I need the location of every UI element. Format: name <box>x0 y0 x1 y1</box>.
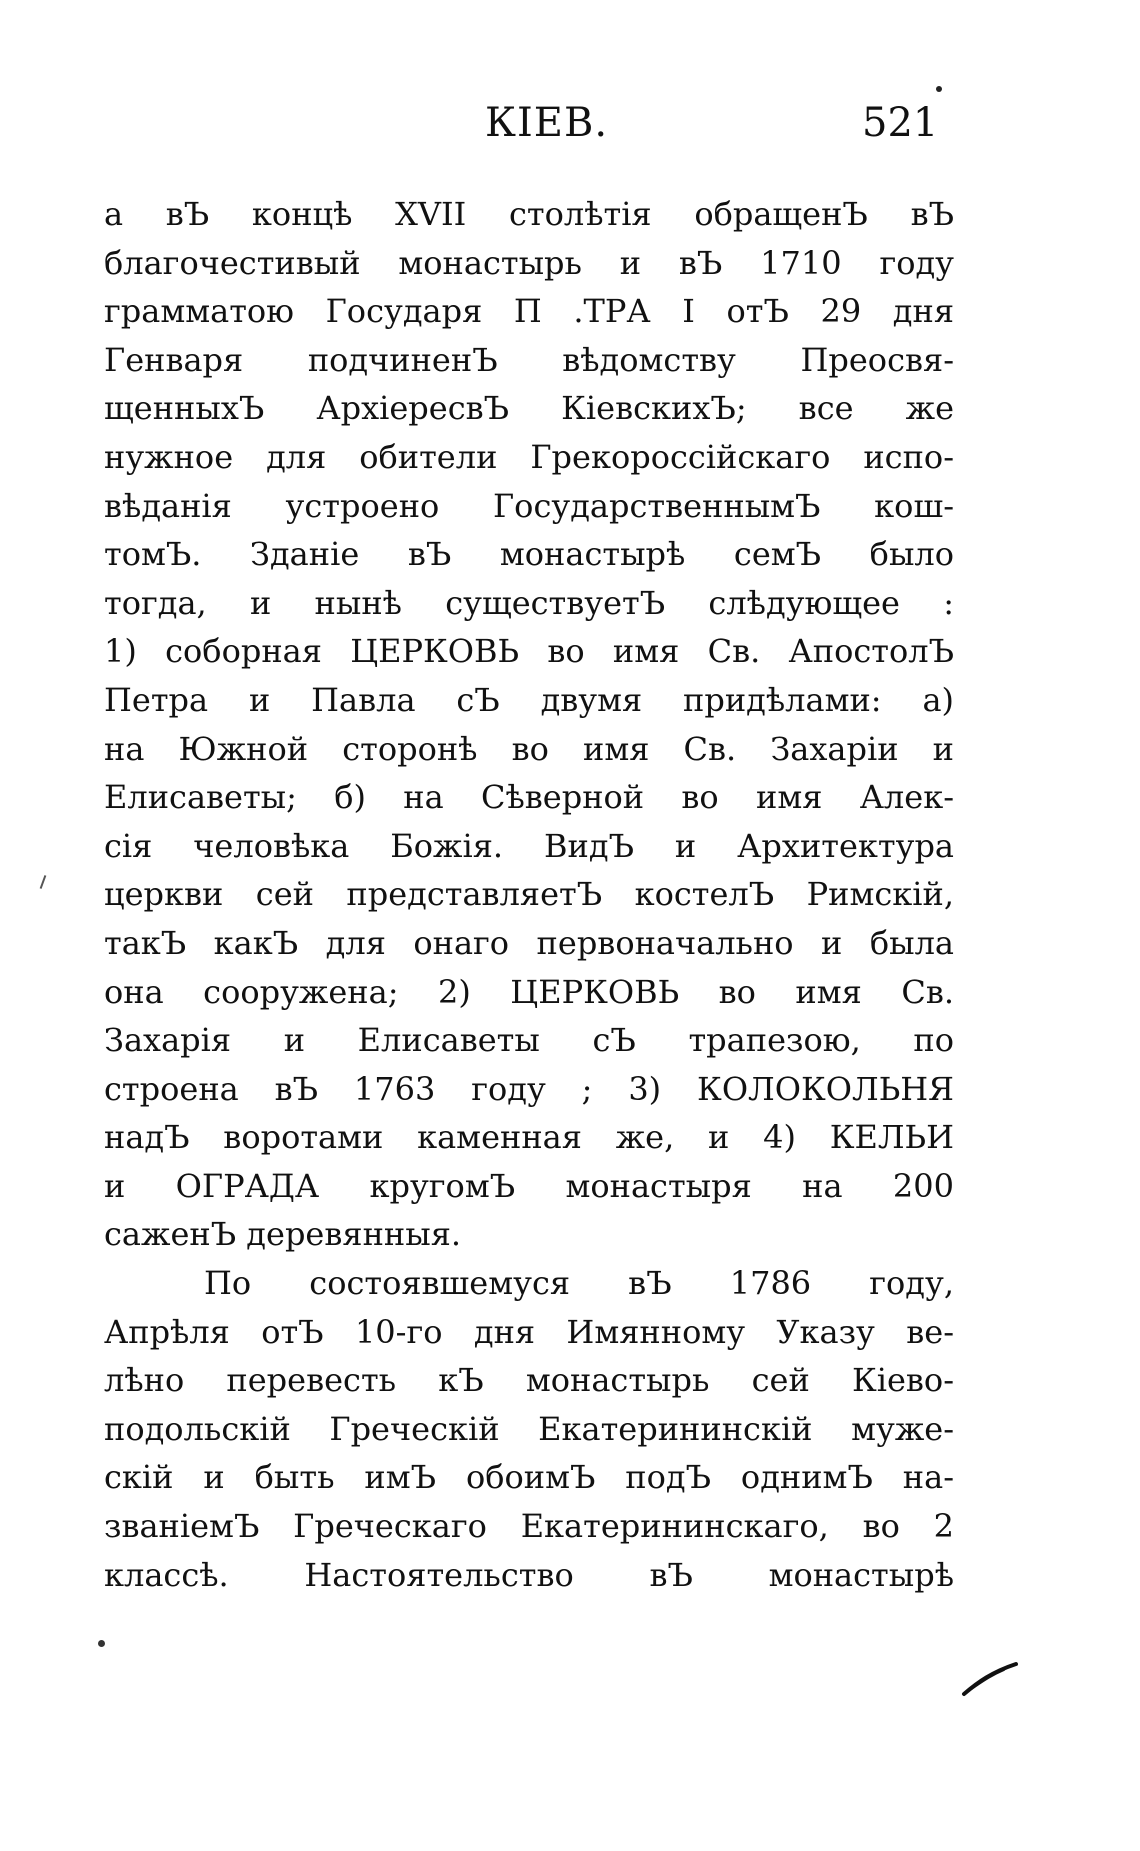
ink-speck <box>98 1640 105 1647</box>
text-line: Петра и Павла сЪ двумя придѣлами: а) <box>104 680 954 719</box>
text-line: и ОГРАДА кругомЪ монастыря на 200 <box>104 1166 954 1205</box>
text-line: Елисаветы; б) на Сѣверной во имя Алек- <box>104 778 954 817</box>
text-line: благочестивый монастырь и вЪ 1710 году <box>104 243 954 282</box>
body-text <box>104 190 954 1599</box>
pen-stroke-mark <box>960 1660 1020 1700</box>
text-line: грамматою Государя П .ТРА I отЪ 29 дня <box>104 292 954 331</box>
text-line: скій и быть имЪ обоимЪ подЪ однимЪ на- <box>104 1458 954 1497</box>
text-line: званіемЪ Греческаго Екатерининскаго, во 2 <box>104 1507 954 1546</box>
text-line: Апрѣля отЪ 10-го дня Имянному Указу ве- <box>104 1312 954 1351</box>
text-line: вѣданія устроено ГосударственнымЪ кош- <box>104 486 954 525</box>
text-line: строена вЪ 1763 году ; 3) КОЛОКОЛЬНЯ <box>104 1069 954 1108</box>
text-line: а вЪ концѣ XVII столѣтія обращенЪ вЪ <box>104 195 954 233</box>
page-number: 521 <box>862 100 939 146</box>
text-line: церкви сей представляетЪ костелЪ Римскій, <box>104 875 954 914</box>
text-line: на Южной сторонѣ во имя Св. Захаріи и <box>104 729 954 768</box>
text-line: она сооружена; 2) ЦЕРКОВЬ во имя Св. <box>104 972 954 1011</box>
text-line: Захарія и Елисаветы сЪ трапезою, по <box>104 1021 954 1060</box>
text-line: надЪ воротами каменная же, и 4) КЕЛЬИ <box>104 1118 954 1157</box>
ink-speck <box>936 86 942 92</box>
text-line: томЪ. Зданіе вЪ монастырѣ семЪ было <box>104 535 954 574</box>
text-line: нужное для обители Грекороссійскаго испо- <box>104 437 954 476</box>
text-line: саженЪ деревянныя. <box>104 1215 462 1254</box>
text-line: лѣно перевесть кЪ монастырь сей Кіево- <box>104 1361 954 1400</box>
text-line: такЪ какЪ для онаго первоначально и была <box>104 923 954 962</box>
text-line: подольскій Греческій Екатерининскій муже- <box>104 1409 954 1448</box>
paragraph-first-line: По состоявшемуся вЪ 1786 году, <box>204 1264 954 1303</box>
text-line: сія человѣка Божія. ВидЪ и Архитектура <box>104 826 954 865</box>
margin-mark <box>40 875 47 889</box>
text-line: тогда, и нынѣ существуетЪ слѣдующее : <box>104 583 954 622</box>
running-head-title: КІЕВ. <box>485 100 609 146</box>
text-line: 1) соборная ЦЕРКОВЬ во имя Св. АпостолЪ <box>104 632 954 671</box>
text-line: щенныхЪ АрхіересвЪ КіевскихЪ; все же <box>104 389 954 428</box>
text-line: классѣ. Настоятельство вЪ монастырѣ <box>104 1555 954 1594</box>
text-line: Генваря подчиненЪ вѣдомству Преосвя- <box>104 340 954 379</box>
